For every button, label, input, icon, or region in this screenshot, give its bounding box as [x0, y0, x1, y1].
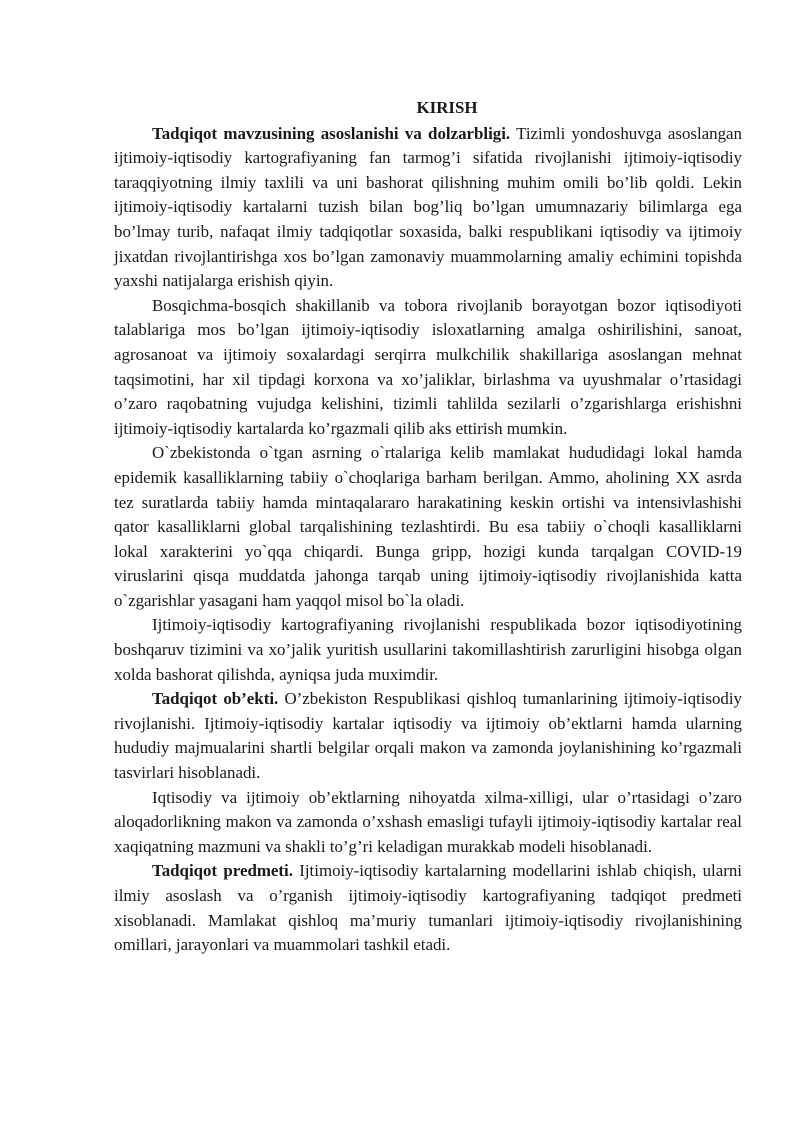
document-page	[114, 96, 742, 958]
paragraph-text: O’zbekiston Respublikasi qishloq tumanlarining ijtimoiy-iqtisodiy rivojlanishi. Ijtimoiy-iqtisodiy kartalar iqtisodiy va ijtimoiy ob’ektlarni hamda ularning hududiy majmualarini shartli belgilar orqali makon va zamonda joylanishining ko’rgazmali tasvirlari hisoblanadi.	[114, 689, 742, 783]
document-title: KIRISH	[416, 98, 478, 117]
paragraph-research-subject	[114, 859, 742, 957]
paragraph-heading: Tadqiqot predmeti.	[152, 861, 293, 881]
paragraph-text: Tizimli yondoshuvga asoslangan ijtimoiy-iqtisodiy kartografiyaning fan tarmog’i sifatida rivojlanishi ijtimoiy-iqtisodiy taraqqiyotning ilmiy taxlili va uni bashorat qilishning muhim omili bo’lib qoldi. Lekin ijtimoiy-iqtisodiy kartalarni tuzish bilan bog’liq bo’lgan umumnazariy bilimlarga ega bo’lmay turib, nafaqat ilmiy tadqiqotlar soxasida, balki respublikani iqtisodiy va ijtimoiy jixatdan rivojlantirishga xos bo’lgan zamonaviy muammolarning amaliy echimini topishda yaxshi natijalarga erishish qiyin.	[114, 123, 742, 291]
paragraph-object-diversity	[114, 786, 742, 860]
paragraph-text: Ijtimoiy-iqtisodiy kartalarning modellarini ishlab chiqish, ularni ilmiy asoslash va o’rganish ijtimoiy-iqtisodiy kartografiyaning tadqiqot predmeti xisoblanadi. Mamlakat qishloq ma’muriy tumanlari ijtimoiy-iqtisodiy rivojlanishining omillari, jarayonlari va muammolari tashkil etadi.	[114, 861, 742, 955]
paragraph-text: Bosqichma-bosqich shakillanib va tobora rivojlanib borayotgan bozor iqtisodiyoti talablariga mos bo’lgan ijtimoiy-iqtisodiy isloxatlarning amalga oshirilishini, sanoat, agrosanoat va ijtimoiy soxalardagi serqirra mulkchilik shakillariga asoslangan mehnat taqsimotini, har xil tipdagi korxona va xo’jaliklar, birlashma va uyushmalar o’rtasidagi o’zaro raqobatning vujudga kelishini, tizimli tahlilda sezilarli o’zgarishlarga erishishni ijtimoiy-iqtisodiy kartalarda ko’rgazmali qilib aks ettirish mumkin.	[114, 295, 742, 438]
paragraph-heading: Tadqiqot mavzusining asoslanishi va dolzarbligi.	[152, 123, 511, 143]
paragraph-market-economy	[114, 294, 742, 442]
paragraph-cartography-development	[114, 613, 742, 687]
paragraph-heading: Tadqiqot ob’ekti.	[152, 689, 279, 709]
paragraph-text: O`zbekistonda o`tgan asrning o`rtalariga kelib mamlakat hududidagi lokal hamda epidemik kasalliklarning tabiiy o`choqlariga barham berilgan. Ammo, aholining XX asrda tez suratlarda tabiiy hamda mintaqalararo harakatining keskin ortishi va intensivlashishi qator kasalliklarni global tarqalishining tezlashtirdi. Bu esa tabiiy o`choqli kasalliklarni lokal xarakterini yo`qqa chiqardi. Bunga gripp, hozigi kunda tarqalgan COVID-19 viruslarini qisqa muddatda jahonga tarqab uning ijtimoiy-iqtisodiy rivojlanishida katta o`zgarishlar yasagani ham yaqqol misol bo`la oladi.	[114, 443, 742, 610]
paragraph-text: Iqtisodiy va ijtimoiy ob’ektlarning nihoyatda xilma-xilligi, ular o’rtasidagi o’zaro aloqadorlikning makon va zamonda o’xshash emasligi tufayli ijtimoiy-iqtisodiy kartalar real xaqiqatning mazmuni va shakli to’g’ri keladigan murakkab modeli hisoblanadi.	[114, 787, 742, 856]
paragraph-epidemics	[114, 441, 742, 613]
paragraph-research-object	[114, 687, 742, 785]
paragraph-relevance	[114, 122, 742, 294]
paragraph-text: Ijtimoiy-iqtisodiy kartografiyaning rivojlanishi respublikada bozor iqtisodiyotining boshqaruv tizimini va xo’jalik yuritish usullarini takomillashtirish zarurligini hisobga olgan xolda bashorat qilishda, ayniqsa juda muximdir.	[114, 615, 742, 684]
